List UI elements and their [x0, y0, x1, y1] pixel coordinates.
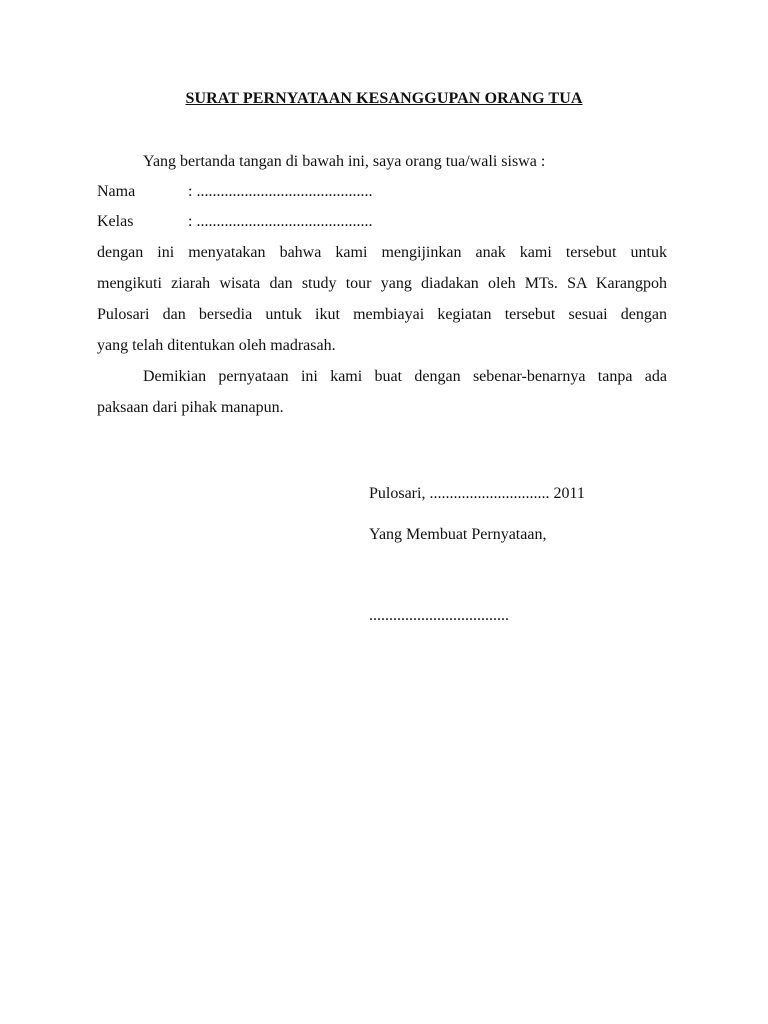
place-date: Pulosari, .............................. 2011	[369, 485, 585, 502]
field-label-nama: Nama	[97, 183, 136, 200]
statement-line: dengan ini menyatakan bahwa kami mengijinkan anak kami tersebut untuk	[97, 244, 667, 261]
statement-line: mengikuti ziarah wisata dan study tour yang diadakan oleh MTs. SA Karangpoh	[97, 275, 667, 292]
closing-paragraph	[97, 361, 667, 423]
field-value-nama: : ............................................	[188, 183, 373, 200]
closing-line: paksaan dari pihak manapun.	[97, 399, 284, 416]
statement-line: yang telah ditentukan oleh madrasah.	[97, 337, 336, 354]
field-value-kelas: : ............................................	[188, 213, 373, 230]
field-label-kelas: Kelas	[97, 213, 134, 230]
signature-line: ...................................	[369, 607, 509, 624]
closing-line: Demikian pernyataan ini kami buat dengan sebenar-benarnya tanpa ada	[143, 368, 667, 385]
document-title: SURAT PERNYATAAN KESANGGUPAN ORANG TUA	[185, 90, 583, 107]
statement-line: Pulosari dan bersedia untuk ikut membiayai kegiatan tersebut sesuai dengan	[97, 306, 667, 323]
intro-text: Yang bertanda tangan di bawah ini, saya orang tua/wali siswa :	[143, 153, 546, 170]
signer-label: Yang Membuat Pernyataan,	[369, 526, 547, 543]
statement-paragraph	[97, 237, 667, 361]
